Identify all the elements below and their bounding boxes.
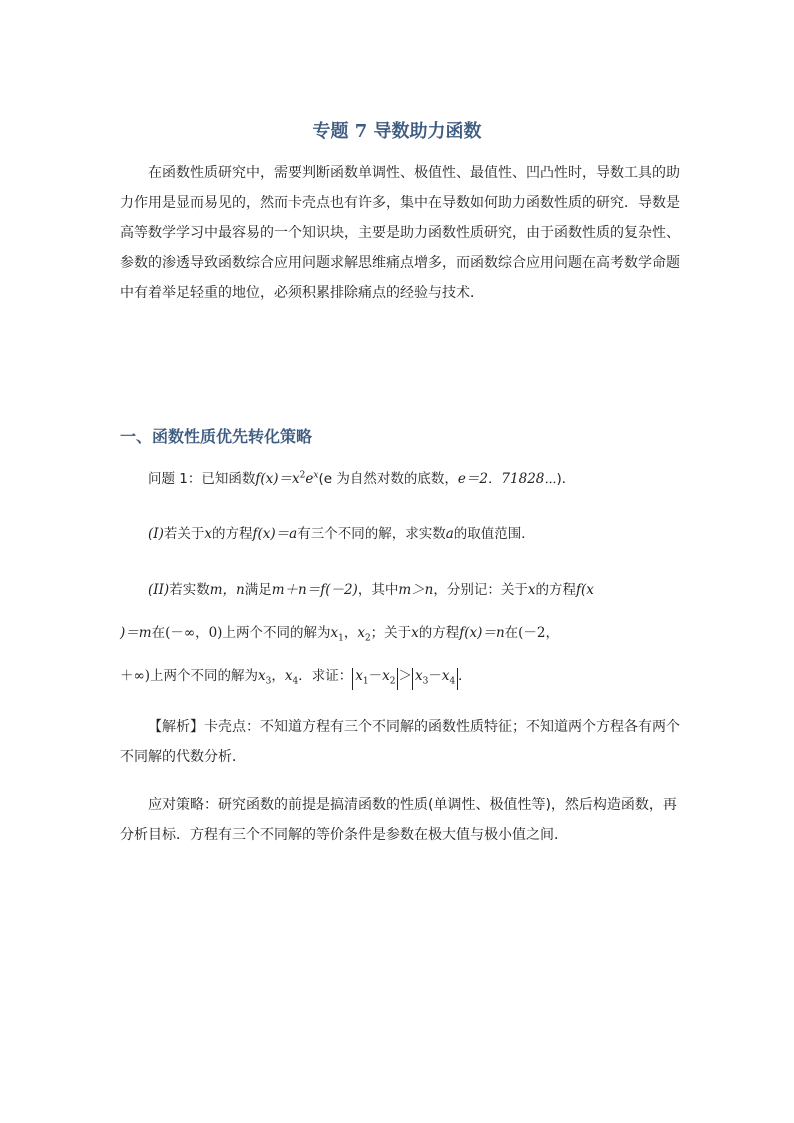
abs-value-2: [412, 668, 458, 690]
equation: )＝m: [120, 625, 152, 641]
subscript: 4: [449, 676, 456, 687]
intro-paragraph: 在函数性质研究中，需要判断函数单调性、极值性、最值性、凹凸性时，导数工具的助力作用是显而易见的，然而卡壳点也有许多，集中在导数如何助力函数性质的研究．导数是高等数学学习中最容易的一个知识块，主要是助力函数性质研究，由于函数性质的复杂性、参数的渗透导致函数综合应用问题求解思维痛点增多，而函数综合应用问题在高考数学命题中有着举足轻重的地位，必须积累排除痛点的经验与技术．: [120, 165, 680, 301]
text: 若实数: [169, 582, 210, 598]
interval: (－∞，0): [165, 625, 223, 641]
problem-suffix: )．: [556, 471, 576, 487]
strategy-paragraph: 应对策略：研究函数的前提是搞清函数的性质(单调性、极值性等)，然后构造函数，再分析目标．方程有三个不同解的等价条件是参数在极大值与极小值之间．: [120, 797, 677, 843]
subscript: 3: [265, 676, 272, 687]
text: ，其中: [357, 582, 399, 598]
question-label: (I): [148, 526, 164, 542]
equation: f(x)＝a: [252, 526, 298, 542]
text: 的方程: [535, 582, 576, 598]
operator: ＞: [398, 668, 412, 684]
subscript: 4: [292, 676, 299, 687]
text: ，: [271, 668, 285, 684]
text: ．求证：: [298, 668, 353, 684]
problem-prefix: 问题 1：已知函数: [148, 471, 256, 487]
text: 若关于: [163, 526, 205, 542]
inequality: m＞n: [398, 582, 434, 598]
function-expr: f(x)＝x: [255, 471, 300, 487]
subscript: 2: [389, 676, 396, 687]
question-label: (II): [148, 582, 170, 598]
var: x: [258, 668, 266, 684]
var: x: [441, 668, 450, 684]
interval: (－2，: [518, 625, 559, 641]
operator: －: [428, 668, 442, 684]
var: x: [411, 625, 419, 641]
subscript: 1: [338, 633, 344, 644]
text: 的方程: [212, 526, 253, 542]
subscript: 2: [364, 633, 371, 644]
text: ，: [343, 625, 358, 641]
var: a: [445, 526, 454, 542]
text: 有三个不同的解，求实数: [297, 526, 446, 542]
problem-statement: [148, 467, 575, 487]
var: m，n: [209, 582, 245, 598]
var: x: [284, 668, 293, 684]
equation: f(x: [575, 582, 594, 598]
text: 的方程: [418, 625, 460, 641]
exponent: 2: [299, 470, 306, 481]
e-value: e＝2．71828⋯: [457, 471, 557, 487]
text: 上两个不同的解为: [222, 625, 331, 641]
abs-value-1: [352, 668, 398, 690]
question-1: [148, 522, 535, 542]
text: ；关于: [370, 625, 412, 641]
text: 在: [504, 625, 519, 641]
var: x: [204, 526, 212, 542]
text: ，分别记：关于: [433, 582, 528, 598]
question-2-line-3: [120, 664, 472, 690]
analysis-paragraph: 【解析】卡壳点：不知道方程有三个不同解的函数性质特征；不知道两个方程各有两个不同解的代数分析．: [120, 719, 680, 765]
var: x: [357, 625, 365, 641]
section-heading: 一、函数性质优先转化策略: [120, 427, 313, 446]
text: 在: [151, 625, 166, 641]
interval: ＋∞): [120, 668, 151, 684]
subscript: 3: [422, 676, 429, 687]
text: 的取值范围．: [453, 526, 535, 542]
var: x: [414, 668, 423, 684]
page-title: 专题 7 导数助力函数: [312, 121, 482, 142]
var: x: [527, 582, 536, 598]
equation: m＋n＝f(－2): [271, 582, 358, 598]
text: 满足: [244, 582, 272, 598]
var: x: [330, 625, 339, 641]
text: 上两个不同的解为: [150, 668, 259, 684]
base-e: e: [305, 471, 314, 487]
var: x: [382, 668, 390, 684]
var: x: [355, 668, 363, 684]
exponent: x: [313, 470, 319, 481]
problem-note: (e 为自然对数的底数，: [318, 471, 458, 487]
equation: f(x)＝n: [459, 625, 505, 641]
operator: －: [368, 668, 383, 684]
question-2-line-2: [120, 621, 559, 644]
text: ．: [458, 668, 472, 684]
subscript: 1: [362, 676, 369, 687]
question-2-line-1: [148, 578, 594, 598]
